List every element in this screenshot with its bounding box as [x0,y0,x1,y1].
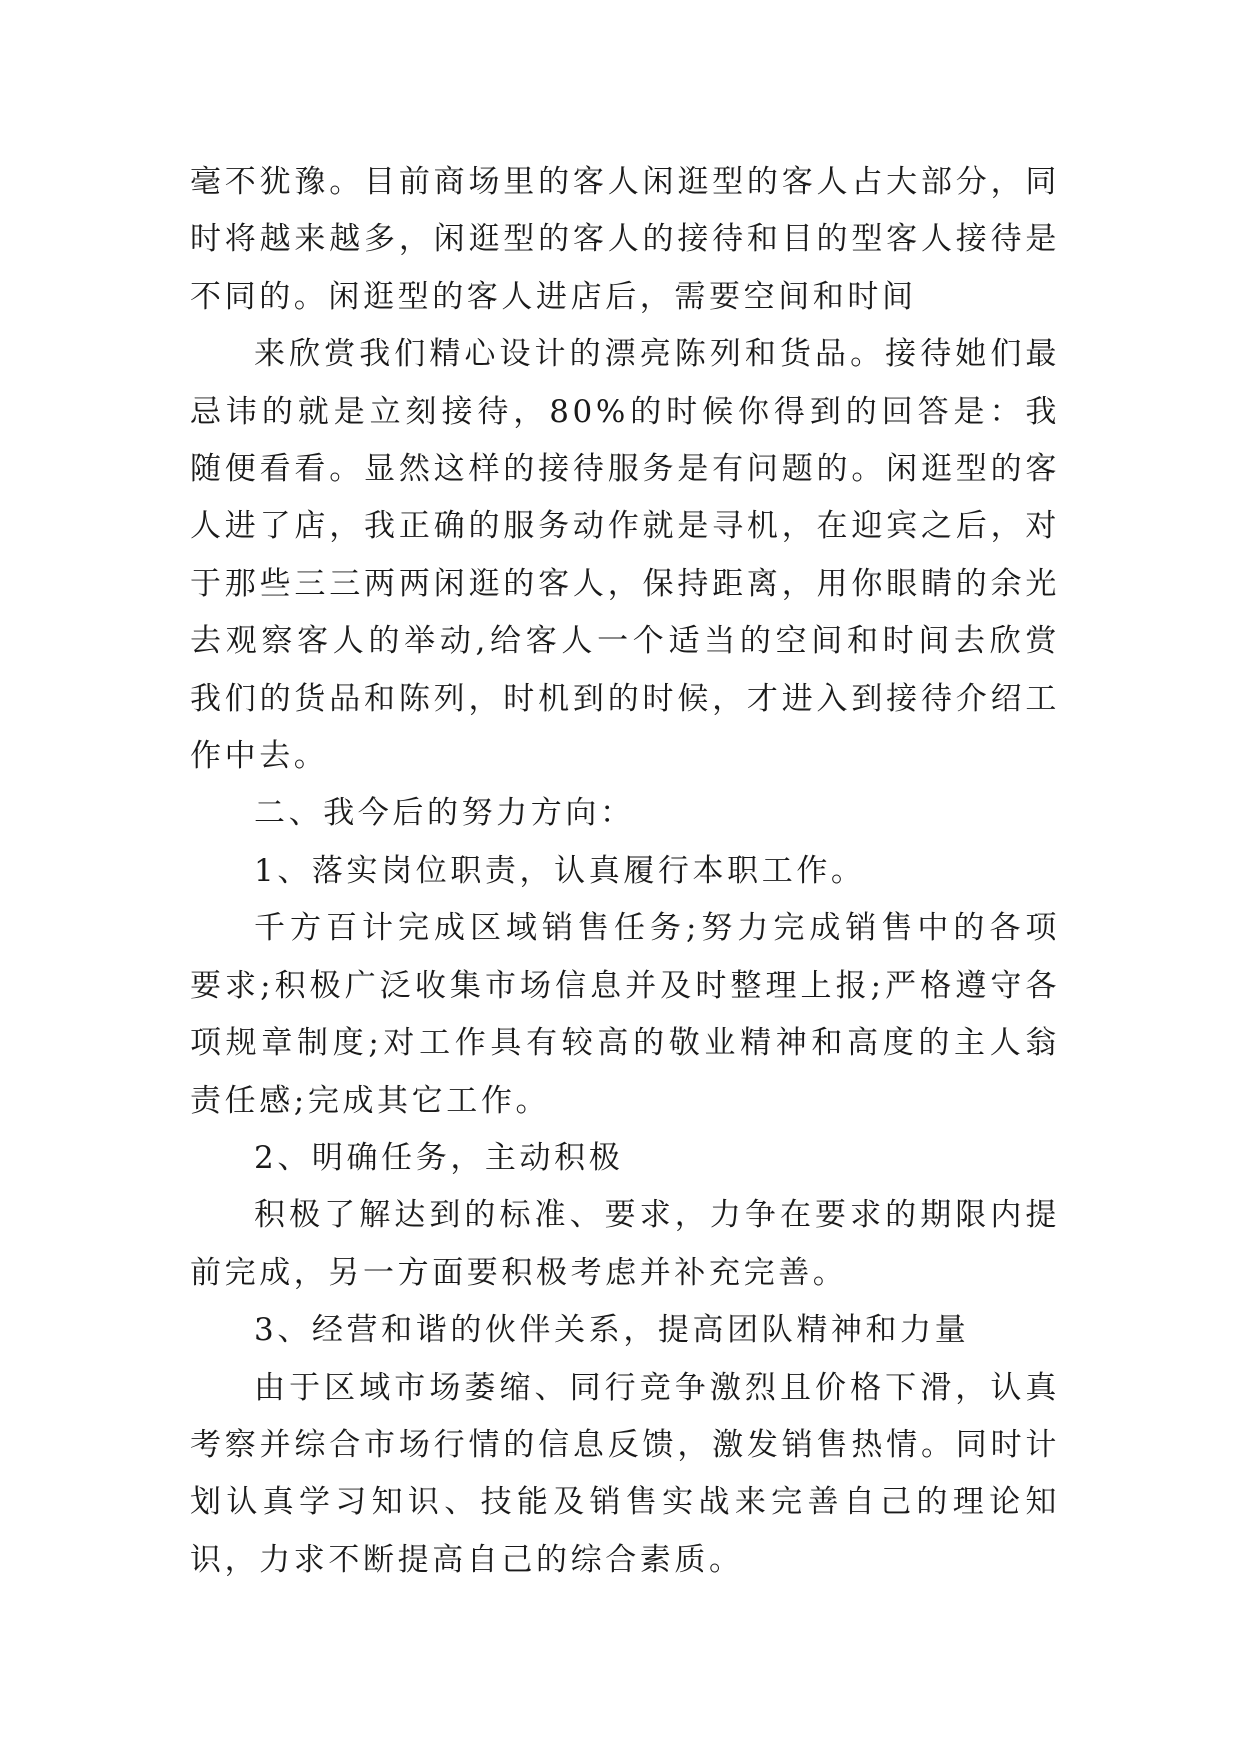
paragraph-2: 来欣赏我们精心设计的漂亮陈列和货品。接待她们最忌讳的就是立刻接待，80%的时候你得到的回答是：我随便看看。显然这样的接待服务是有问题的。闲逛型的客人进了店，我正确的服务动作就是寻机，在迎宾之后，对于那些三三两两闲逛的客人，保持距离，用你眼睛的余光去观察客人的举动,给客人一个适当的空间和时间去欣赏我们的货品和陈列，时机到的时候，才进入到接待介绍工作中去。 [190,336,1060,775]
paragraph-item-1: 千方百计完成区域销售任务;努力完成销售中的各项要求;积极广泛收集市场信息并及时整理上报;严格遵守各项规章制度;对工作具有较高的敬业精神和高度的主人翁责任感;完成其它工作。 [190,910,1060,1119]
paragraph-1: 毫不犹豫。目前商场里的客人闲逛型的客人占大部分，同时将越来越多，闲逛型的客人的接待和目的型客人接待是不同的。闲逛型的客人进店后，需要空间和时间 [190,164,1060,315]
item-heading-2: 2、明确任务，主动积极 [254,1139,624,1176]
document-body [190,154,1060,1589]
item-heading-1: 1、落实岗位职责，认真履行本职工作。 [254,852,866,889]
item-heading-3: 3、经营和谐的伙伴关系，提高团队精神和力量 [254,1312,970,1349]
paragraph-item-3: 由于区域市场萎缩、同行竞争激烈且价格下滑，认真考察并综合市场行情的信息反馈，激发销售热情。同时计划认真学习知识、技能及销售实战来完善自己的理论知识，力求不断提高自己的综合素质。 [190,1369,1060,1578]
paragraph-item-2: 积极了解达到的标准、要求，力争在要求的期限内提前完成，另一方面要积极考虑并补充完善。 [190,1197,1060,1291]
section-heading-2: 二、我今后的努力方向： [254,795,635,832]
